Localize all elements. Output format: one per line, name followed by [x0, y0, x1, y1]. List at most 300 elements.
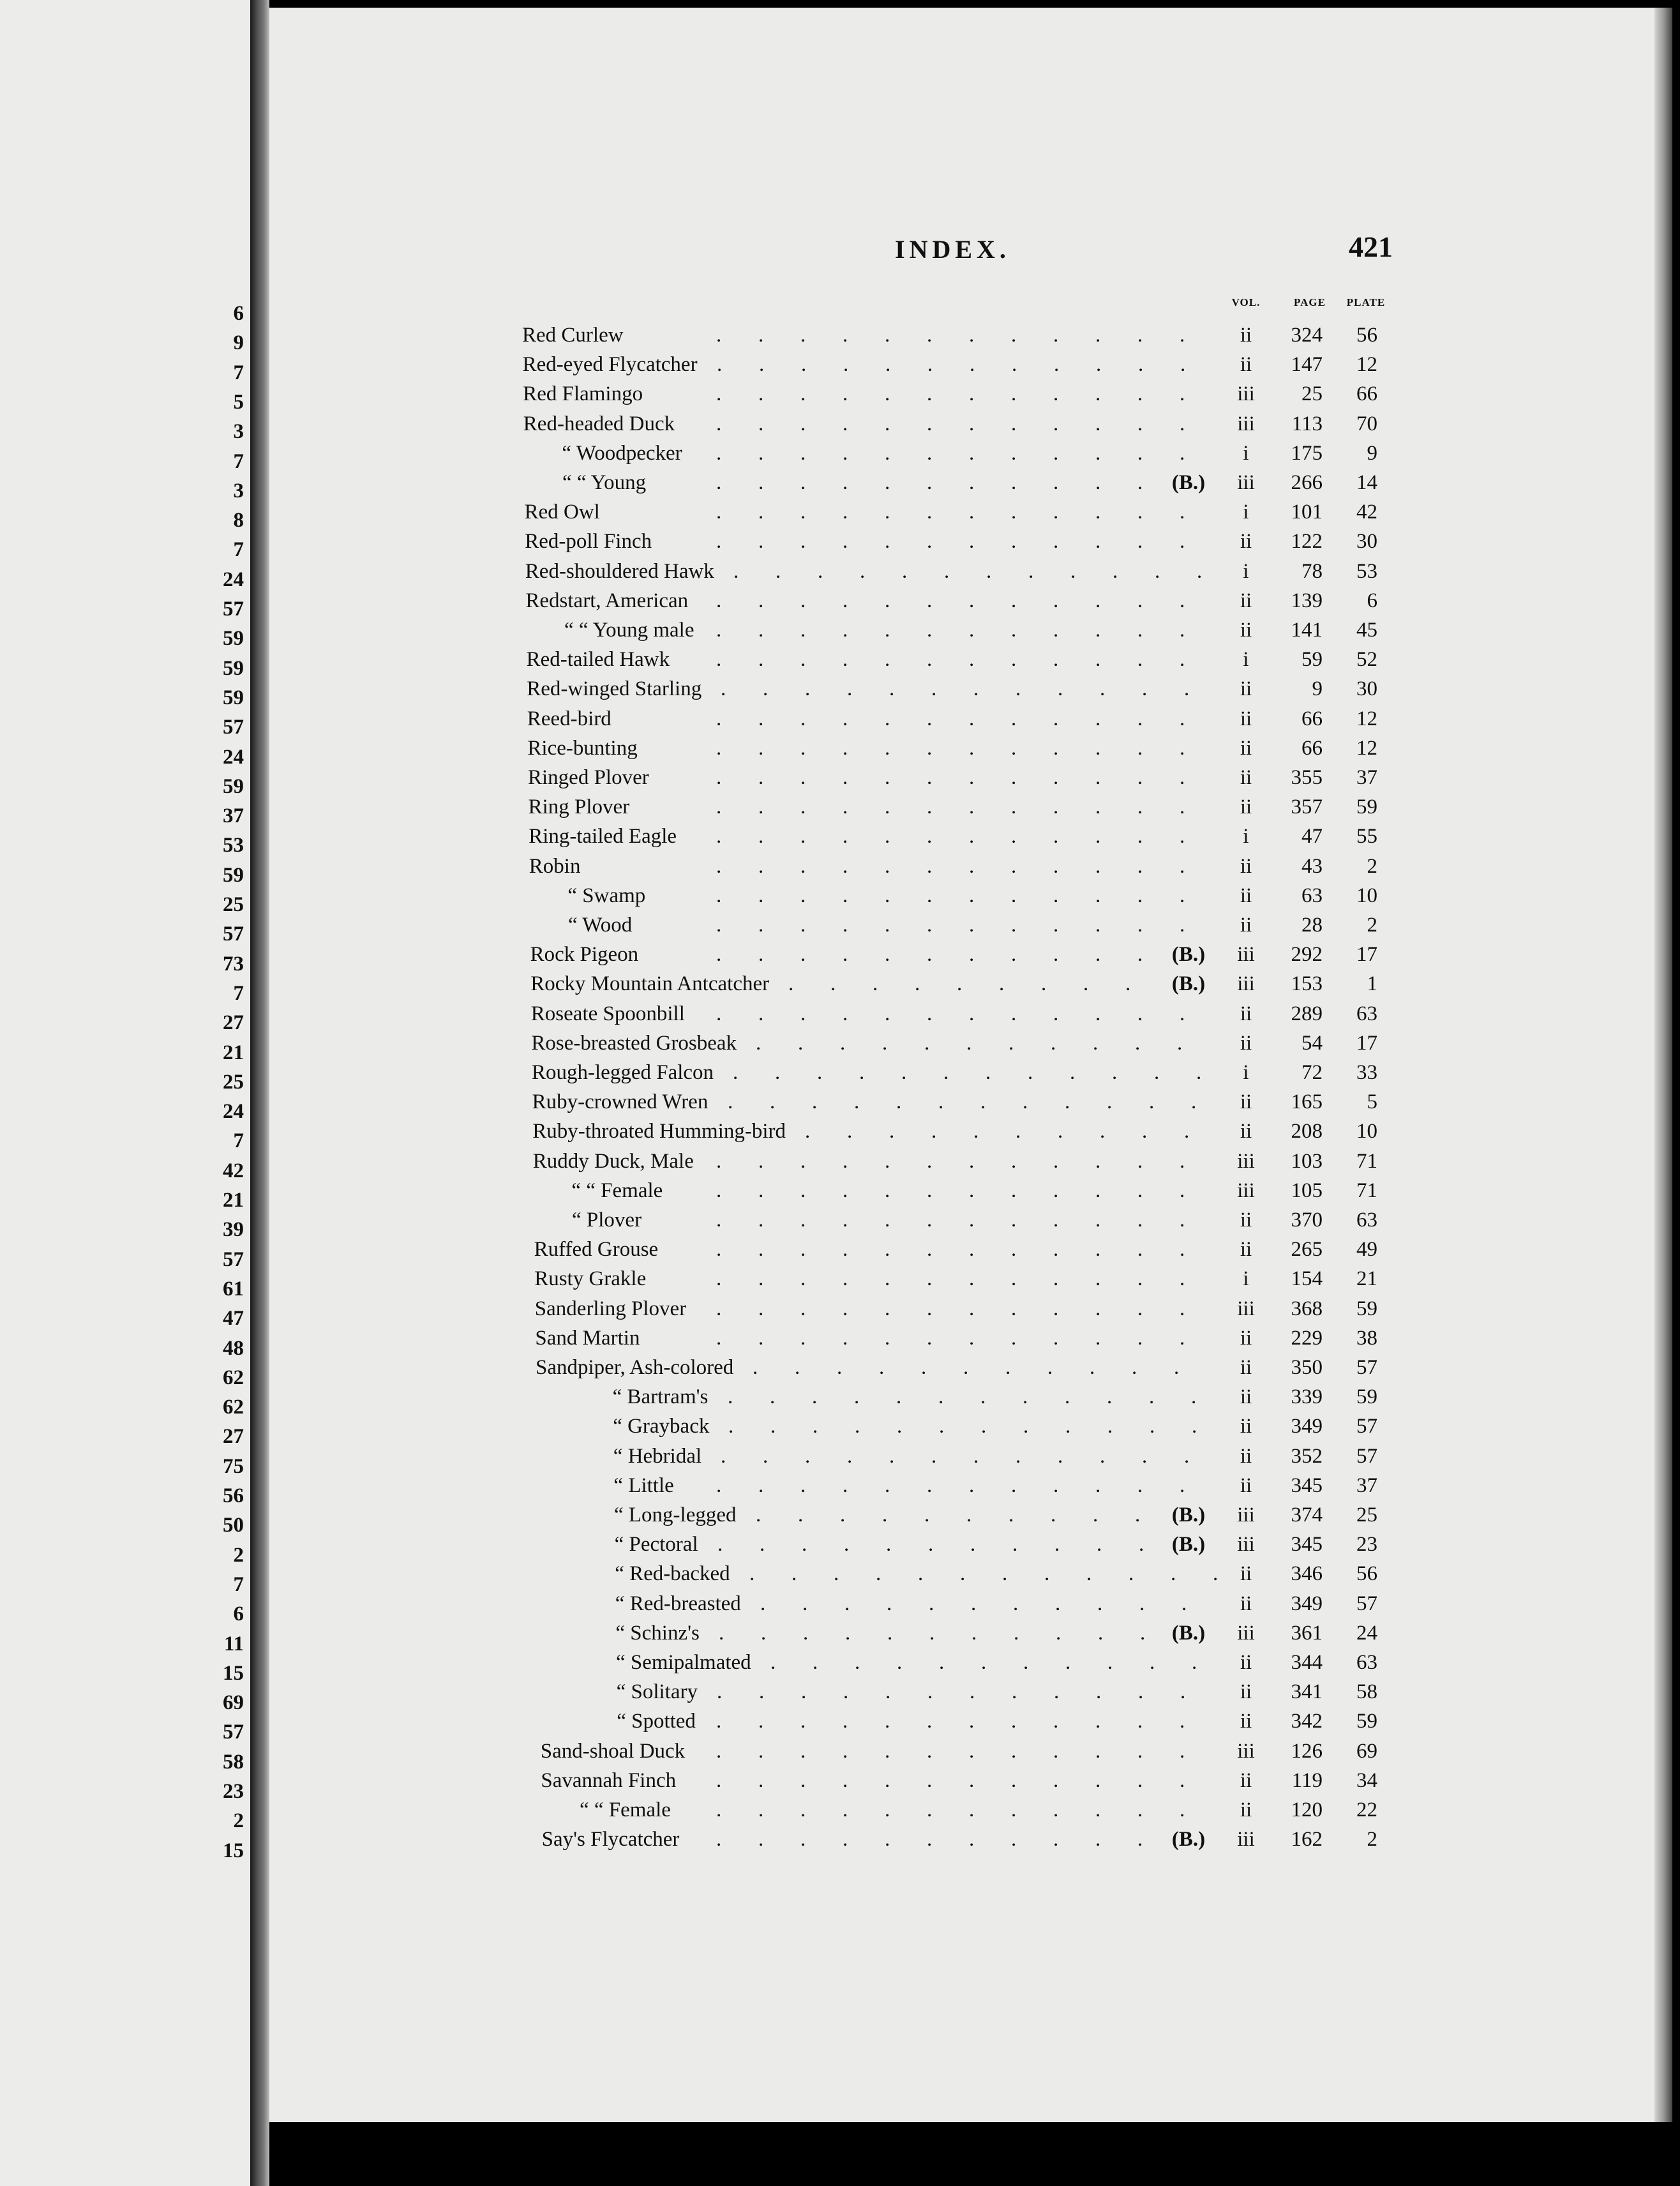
leader-dot: . — [843, 884, 848, 907]
leader-dot: . — [716, 1267, 722, 1291]
entry-name: Roseate Spoonbill — [530, 1002, 685, 1025]
entry-page: 141 — [1291, 619, 1323, 642]
leader-dot: . — [854, 1385, 860, 1409]
leader-dot: . — [716, 795, 722, 819]
leader-dot: . — [986, 1061, 991, 1084]
entry-volume: iii — [1237, 1621, 1255, 1645]
entry-name: Sanderling Plover — [534, 1297, 687, 1320]
leader-dot: . — [801, 353, 807, 377]
leader-dot: . — [1142, 677, 1148, 701]
entry-plate: 17 — [1356, 1031, 1377, 1055]
leader-dot: . — [1095, 736, 1101, 760]
index-entry — [269, 999, 1654, 1029]
leader-dot: . — [800, 1149, 806, 1173]
leader-dot: . — [1137, 943, 1143, 967]
leader-dot: . — [791, 1562, 797, 1586]
leader-dot: . — [902, 559, 908, 583]
leader-dot: . — [1139, 1533, 1144, 1557]
leader-dot: . — [969, 1149, 975, 1173]
leader-dot: . — [1137, 648, 1143, 672]
leader-dot: . — [1137, 1828, 1143, 1851]
leader-dot: . — [1095, 619, 1101, 642]
leader-dot: . — [716, 441, 722, 465]
leader-dot: . — [885, 1297, 890, 1320]
leader-dot: . — [969, 1209, 975, 1232]
leader-dot: . — [1014, 1621, 1019, 1645]
entry-plate: 12 — [1356, 353, 1377, 377]
leader-dot: . — [1137, 1149, 1143, 1173]
entry-plate: 57 — [1356, 1444, 1377, 1468]
leader-dot: . — [1053, 1710, 1059, 1733]
index-entry — [269, 615, 1654, 645]
entry-page: 54 — [1301, 1031, 1323, 1055]
leader-dot: . — [1096, 353, 1102, 377]
index-entry — [269, 674, 1654, 704]
leader-dot: . — [889, 1120, 895, 1143]
entry-plate: 6 — [1367, 589, 1377, 612]
leader-dot: . — [843, 766, 848, 789]
leader-dot: . — [927, 854, 933, 878]
leader-dot: . — [847, 677, 853, 701]
leader-dot: . — [1051, 1031, 1056, 1055]
leader-dot: . — [844, 1533, 850, 1557]
entry-page: 368 — [1291, 1297, 1323, 1320]
left-page-number: 25 — [223, 1070, 244, 1094]
leader-dot: . — [1180, 412, 1185, 435]
entry-plate: 59 — [1356, 1297, 1377, 1320]
entry-name: Ruffed Grouse — [534, 1238, 659, 1262]
leader-dot: . — [1129, 1562, 1134, 1586]
leader-dot: . — [760, 1592, 766, 1615]
leader-dot: . — [927, 1768, 933, 1792]
leader-dot: . — [924, 1031, 930, 1055]
leader-dot: . — [927, 1326, 933, 1350]
leader-dot: . — [716, 1474, 722, 1497]
leader-dot: . — [728, 1385, 733, 1409]
leader-dot: . — [927, 1798, 933, 1821]
leader-dot: . — [843, 1739, 848, 1763]
column-header-plate: PLATE — [1346, 296, 1386, 308]
leader-dot: . — [969, 471, 975, 494]
leader-dot: . — [885, 1238, 890, 1262]
leader-dot: . — [1180, 1474, 1185, 1497]
entry-volume: i — [1243, 648, 1249, 672]
left-page-number: 59 — [223, 686, 244, 709]
leader-dot: . — [1180, 1238, 1185, 1262]
index-entry — [269, 822, 1654, 851]
entry-volume: ii — [1240, 884, 1252, 907]
leader-dot: . — [758, 1710, 764, 1733]
entry-name: “ “ Female — [580, 1798, 671, 1821]
leader-dot: . — [1093, 1504, 1099, 1526]
entry-page: 72 — [1301, 1061, 1323, 1084]
leader-dot: . — [1095, 1768, 1101, 1792]
leader-dot: . — [1053, 736, 1059, 760]
leader-dot: . — [885, 1739, 890, 1763]
leader-dot: . — [840, 1504, 846, 1526]
leader-dot: . — [969, 441, 975, 465]
entry-name: “ Solitary — [616, 1680, 698, 1704]
index-entry — [269, 1442, 1654, 1471]
entry-page: 59 — [1301, 648, 1323, 672]
leader-dot: . — [969, 1326, 975, 1350]
leader-dot: . — [855, 1415, 860, 1438]
leader-dot: . — [728, 1090, 733, 1114]
entry-plate: 63 — [1356, 1651, 1377, 1674]
leader-dot: . — [1107, 1090, 1113, 1114]
index-entry — [269, 557, 1654, 586]
leader-dot: . — [1011, 1209, 1017, 1232]
leader-dot: . — [886, 1533, 892, 1557]
index-entry — [269, 792, 1654, 822]
entry-name: Red-headed Duck — [523, 412, 675, 435]
leader-dot: . — [759, 353, 765, 377]
leader-dot: . — [716, 943, 722, 967]
leader-dot: . — [800, 795, 806, 819]
leader-dot: . — [716, 382, 722, 406]
entry-page: 229 — [1291, 1326, 1323, 1350]
leader-dot: . — [758, 1149, 764, 1173]
index-entry — [269, 527, 1654, 556]
entry-name: “ Swamp — [567, 884, 646, 907]
entry-page: 341 — [1291, 1680, 1323, 1704]
leader-dot: . — [733, 1061, 739, 1084]
index-entry — [269, 1471, 1654, 1500]
entry-name: “ Little — [613, 1474, 674, 1497]
entry-name: Red-winged Starling — [527, 677, 702, 701]
leader-dot: . — [753, 1356, 758, 1379]
leader-dot: . — [800, 501, 806, 524]
entry-plate: 37 — [1356, 766, 1377, 789]
entry-page: 352 — [1291, 1444, 1323, 1468]
leader-dot: . — [1011, 1828, 1017, 1851]
leader-dot: . — [927, 825, 933, 848]
leader-dot: . — [770, 1415, 776, 1438]
entry-name: Say's Flycatcher — [541, 1828, 680, 1851]
leader-dot: . — [969, 530, 975, 554]
index-entry — [269, 881, 1654, 910]
entry-name: Rusty Grakle — [534, 1267, 647, 1291]
leader-dot: . — [800, 854, 806, 878]
leader-dot: . — [1095, 943, 1101, 967]
leader-dot: . — [929, 1621, 935, 1645]
leader-dot: . — [915, 972, 920, 996]
leader-dot: . — [1016, 1444, 1021, 1468]
left-page-number: 59 — [223, 863, 244, 887]
leader-dot: . — [843, 412, 848, 435]
leader-dot: . — [1053, 1798, 1059, 1821]
entry-name: Rock Pigeon — [530, 943, 639, 967]
leader-dot: . — [800, 884, 806, 907]
left-page-number: 6 — [233, 302, 244, 325]
leader-dot: . — [927, 471, 933, 494]
leader-dot: . — [896, 1385, 902, 1409]
leader-dot: . — [1180, 854, 1185, 878]
leader-dot: . — [1053, 1739, 1059, 1763]
entry-volume: i — [1243, 559, 1249, 583]
leader-dot: . — [1180, 914, 1185, 937]
leader-dot: . — [1011, 825, 1017, 848]
index-entry — [269, 497, 1654, 527]
leader-dot: . — [1053, 1768, 1059, 1792]
leader-dot: . — [758, 707, 764, 730]
leader-dot: . — [758, 1297, 764, 1320]
entry-name: “ Bartram's — [612, 1385, 709, 1409]
leader-dot: . — [1180, 1209, 1185, 1232]
left-page-number: 15 — [223, 1661, 244, 1685]
leader-dot: . — [716, 914, 722, 937]
leader-dot: . — [1095, 825, 1101, 848]
left-page-number: 57 — [223, 1248, 244, 1271]
leader-dot: . — [1180, 441, 1185, 465]
leader-dot: . — [716, 766, 722, 789]
leader-dot: . — [843, 1297, 848, 1320]
index-entry — [269, 1825, 1654, 1854]
leader-dot: . — [1095, 795, 1101, 819]
leader-dot: . — [969, 884, 975, 907]
left-page-number: 7 — [233, 361, 244, 384]
leader-dot: . — [716, 648, 722, 672]
leader-dot: . — [1155, 559, 1160, 583]
leader-dot: . — [927, 1710, 933, 1733]
entry-b-note: (B.) — [1171, 972, 1206, 996]
entry-page: 78 — [1301, 559, 1323, 583]
leader-dot: . — [716, 1179, 722, 1202]
entry-volume: ii — [1240, 1385, 1252, 1409]
leader-dot: . — [1139, 1592, 1145, 1615]
leader-dot: . — [971, 1621, 977, 1645]
leader-dot: . — [1011, 736, 1017, 760]
entry-page: 349 — [1291, 1592, 1323, 1615]
entry-name: Ring Plover — [528, 795, 630, 819]
leader-dot: . — [885, 619, 890, 642]
index-entry — [269, 1294, 1654, 1323]
leader-dot: . — [1095, 1209, 1101, 1232]
leader-dot: . — [800, 1297, 806, 1320]
leader-dot: . — [1053, 589, 1059, 612]
entry-page: 154 — [1291, 1267, 1323, 1291]
leader-dot: . — [969, 1768, 975, 1792]
leader-dot: . — [885, 1710, 890, 1733]
leader-dot: . — [1095, 501, 1101, 524]
leader-dot: . — [1012, 1680, 1017, 1704]
entry-page: 47 — [1301, 825, 1323, 848]
leader-dot: . — [885, 1267, 890, 1291]
entry-volume: i — [1243, 1267, 1249, 1291]
entry-plate: 5 — [1367, 1090, 1377, 1114]
entry-name: “ “ Young — [562, 471, 647, 494]
leader-dot: . — [1053, 471, 1059, 494]
leader-dot: . — [1137, 914, 1143, 937]
leader-dot: . — [938, 1090, 944, 1114]
leader-dot: . — [837, 1356, 843, 1379]
leader-dot: . — [1149, 1090, 1155, 1114]
entry-volume: iii — [1237, 1179, 1255, 1202]
leader-dot: . — [1180, 1798, 1185, 1821]
leader-dot: . — [1053, 441, 1059, 465]
leader-dot: . — [1180, 736, 1185, 760]
entry-plate: 2 — [1367, 1828, 1377, 1851]
entry-name: “ “ Young male — [564, 619, 694, 642]
index-entry — [269, 1618, 1654, 1648]
leader-dot: . — [1095, 441, 1101, 465]
entry-page: 208 — [1291, 1120, 1323, 1143]
leader-dot: . — [716, 1238, 722, 1262]
leader-dot: . — [1053, 914, 1059, 937]
entry-plate: 59 — [1356, 795, 1377, 819]
entry-page: 345 — [1291, 1474, 1323, 1497]
leader-dot: . — [1180, 1710, 1185, 1733]
leader-dot: . — [1047, 1356, 1053, 1379]
leader-dot: . — [716, 854, 722, 878]
leader-dot: . — [763, 1444, 769, 1468]
entry-name: “ Plover — [572, 1209, 642, 1232]
leader-dot: . — [1011, 943, 1017, 967]
leader-dot: . — [800, 825, 806, 848]
leader-dot: . — [873, 972, 878, 996]
leader-dot: . — [800, 412, 806, 435]
entry-name: Sand Martin — [535, 1326, 640, 1350]
leader-dot: . — [969, 1710, 975, 1733]
left-page-number: 61 — [223, 1277, 244, 1300]
leader-dot: . — [927, 1297, 933, 1320]
entry-volume: i — [1243, 501, 1249, 524]
leader-dot: . — [758, 471, 764, 494]
leader-dot: . — [927, 1267, 933, 1291]
leader-dot: . — [921, 1356, 927, 1379]
leader-dot: . — [960, 1562, 966, 1586]
left-page-number: 27 — [223, 1011, 244, 1035]
entry-name: Rose-breasted Grosbeak — [531, 1031, 737, 1055]
leader-dot: . — [1137, 1326, 1143, 1350]
leader-dot: . — [901, 1061, 907, 1084]
leader-dot: . — [929, 1592, 934, 1615]
leader-dot: . — [1098, 1621, 1104, 1645]
left-page-number: 21 — [223, 1041, 244, 1064]
entry-name: “ Semipalmated — [616, 1651, 751, 1674]
entry-plate: 66 — [1356, 382, 1377, 406]
entry-plate: 22 — [1356, 1798, 1377, 1821]
leader-dot: . — [758, 914, 764, 937]
entry-plate: 34 — [1356, 1768, 1377, 1792]
leader-dot: . — [859, 1061, 865, 1084]
leader-dot: . — [1011, 382, 1017, 406]
leader-dot: . — [1137, 1474, 1143, 1497]
leader-dot: . — [969, 412, 975, 435]
leader-dot: . — [885, 766, 890, 789]
left-page-number: 5 — [233, 390, 244, 414]
leader-dot: . — [1053, 795, 1059, 819]
leader-dot: . — [800, 648, 806, 672]
leader-dot: . — [928, 1533, 934, 1557]
leader-dot: . — [840, 1031, 846, 1055]
leader-dot: . — [843, 1149, 848, 1173]
leader-dot: . — [1070, 559, 1076, 583]
leader-dot: . — [717, 1533, 723, 1557]
entry-page: 103 — [1291, 1149, 1323, 1173]
leader-dot: . — [1095, 766, 1101, 789]
entry-volume: ii — [1240, 1768, 1252, 1792]
leader-dot: . — [758, 1326, 764, 1350]
entry-name: “ Wood — [568, 914, 633, 937]
leader-dot: . — [1016, 677, 1021, 701]
leader-dot: . — [733, 559, 739, 583]
leader-dot: . — [927, 1474, 933, 1497]
entry-page: 349 — [1291, 1415, 1323, 1438]
leader-dot: . — [927, 1002, 933, 1025]
leader-dot: . — [1191, 1090, 1197, 1114]
index-entry — [269, 969, 1654, 999]
leader-dot: . — [1137, 1267, 1143, 1291]
left-page-fragment — [0, 0, 250, 2186]
leader-dot: . — [1095, 707, 1101, 730]
book-gutter — [250, 0, 269, 2186]
leader-dot: . — [1095, 1149, 1101, 1173]
leader-dot: . — [758, 1002, 764, 1025]
leader-dot: . — [885, 441, 890, 465]
leader-dot: . — [885, 707, 890, 730]
leader-dot: . — [1053, 1149, 1059, 1173]
entry-page: 266 — [1291, 471, 1323, 494]
leader-dot: . — [830, 972, 836, 996]
leader-dot: . — [843, 1710, 848, 1733]
leader-dot: . — [800, 619, 806, 642]
index-entry — [269, 1087, 1654, 1117]
leader-dot: . — [1135, 1031, 1141, 1055]
leader-dot: . — [885, 648, 890, 672]
leader-dot: . — [963, 1356, 969, 1379]
index-entry — [269, 1766, 1654, 1795]
leader-dot: . — [1053, 1002, 1059, 1025]
leader-dot: . — [1011, 1710, 1017, 1733]
entry-name: Ruddy Duck, Male — [532, 1149, 694, 1173]
leader-dot: . — [843, 1267, 848, 1291]
leader-dot: . — [843, 382, 848, 406]
leader-dot: . — [800, 1739, 806, 1763]
leader-dot: . — [1095, 1297, 1101, 1320]
left-page-number: 57 — [223, 1721, 244, 1744]
entry-b-note: (B.) — [1171, 471, 1206, 494]
entry-volume: ii — [1240, 854, 1252, 878]
leader-dot: . — [803, 1621, 809, 1645]
leader-dot: . — [885, 353, 891, 377]
leader-dot: . — [927, 1739, 933, 1763]
leader-dot: . — [980, 1090, 986, 1114]
leader-dot: . — [1192, 1651, 1197, 1674]
leader-dot: . — [818, 559, 823, 583]
entry-page: 292 — [1291, 943, 1323, 967]
leader-dot: . — [1054, 1533, 1060, 1557]
index-entry — [269, 1353, 1654, 1382]
leader-dot: . — [1180, 795, 1185, 819]
leader-dot: . — [1137, 1739, 1143, 1763]
entry-plate: 30 — [1356, 530, 1377, 554]
leader-dot: . — [844, 1592, 850, 1615]
leader-dot: . — [1107, 1651, 1113, 1674]
leader-dot: . — [1137, 1238, 1143, 1262]
entry-plate: 9 — [1367, 441, 1377, 465]
index-entry — [269, 1264, 1654, 1293]
leader-dot: . — [758, 501, 764, 524]
leader-dot: . — [800, 589, 806, 612]
leader-dot: . — [843, 1179, 848, 1202]
leader-dot: . — [758, 382, 764, 406]
leader-dot: . — [1184, 677, 1190, 701]
leader-dot: . — [969, 943, 975, 967]
leader-dot: . — [1011, 1179, 1017, 1202]
entry-page: 113 — [1291, 412, 1323, 435]
entry-volume: ii — [1240, 1415, 1252, 1438]
